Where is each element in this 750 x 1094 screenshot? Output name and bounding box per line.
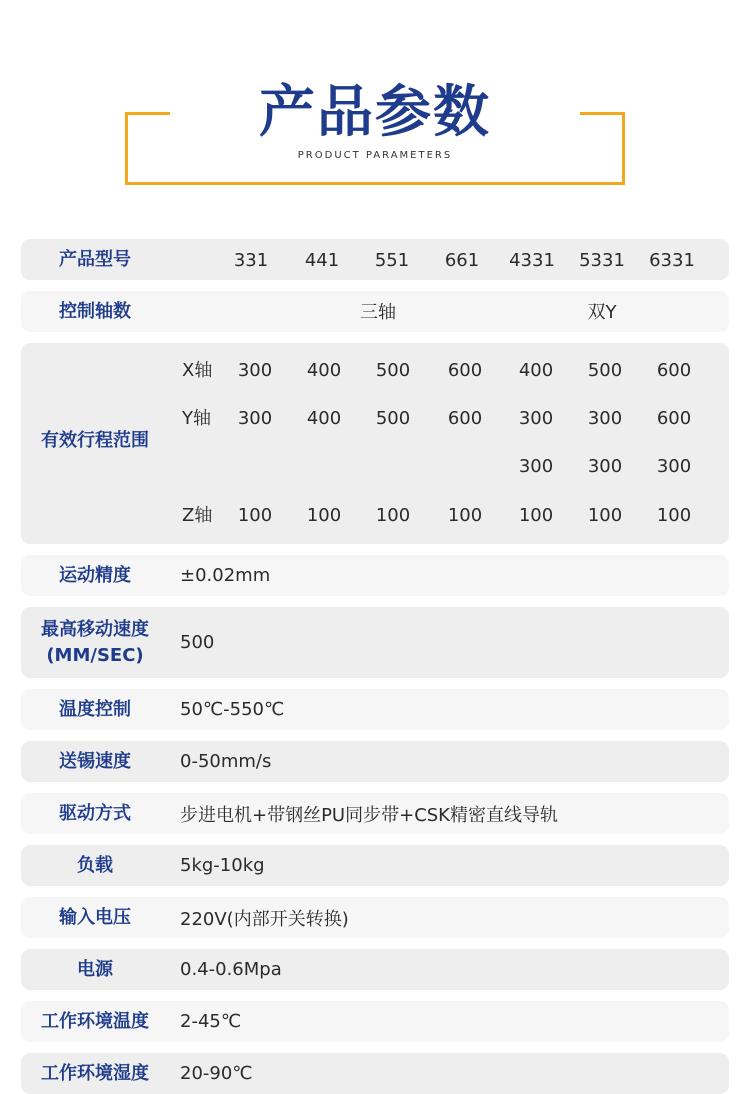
model-cell: 4331 xyxy=(509,250,555,271)
spec-value: 220V(内部开关转换) xyxy=(180,908,349,930)
spec-row-temperature xyxy=(21,689,729,730)
model-cell: 441 xyxy=(304,250,340,271)
spec-label: 负载 xyxy=(77,854,113,876)
spec-label: 运动精度 xyxy=(59,564,131,586)
spec-row-voltage xyxy=(21,897,729,938)
spec-value: 步进电机+带钢丝PU同步带+CSK精密直线导轨 xyxy=(180,804,558,826)
spec-label: 输入电压 xyxy=(59,906,131,928)
spec-value: 5kg-10kg xyxy=(180,855,265,876)
spec-value: 0-50mm/s xyxy=(180,751,272,772)
spec-row-power xyxy=(21,949,729,990)
y-value: 300 xyxy=(587,408,623,429)
spec-label: 工作环境湿度 xyxy=(41,1062,149,1084)
spec-label: 电源 xyxy=(77,958,113,980)
x-value: 400 xyxy=(518,360,554,381)
spec-label: 送锡速度 xyxy=(59,750,131,772)
model-cell: 5331 xyxy=(579,250,625,271)
spec-row-load xyxy=(21,845,729,886)
z-value: 100 xyxy=(447,505,483,526)
y-axis-label: Y轴 xyxy=(182,408,211,429)
model-cell: 331 xyxy=(233,250,269,271)
spec-row-drive xyxy=(21,793,729,834)
spec-row-env-temp xyxy=(21,1001,729,1042)
spec-row-env-humidity xyxy=(21,1053,729,1094)
z-value: 100 xyxy=(306,505,342,526)
model-row xyxy=(21,239,729,280)
spec-label-line2: (MM/SEC) xyxy=(46,644,144,666)
axis-row xyxy=(21,291,729,332)
x-value: 600 xyxy=(656,360,692,381)
x-value: 500 xyxy=(587,360,623,381)
y2-value: 300 xyxy=(518,456,554,477)
spec-value: 50℃-550℃ xyxy=(180,699,285,720)
z-value: 100 xyxy=(587,505,623,526)
x-value: 500 xyxy=(375,360,411,381)
z-value: 100 xyxy=(375,505,411,526)
spec-value: 20-90℃ xyxy=(180,1063,253,1084)
spec-row-accuracy xyxy=(21,555,729,596)
spec-value: ±0.02mm xyxy=(180,565,271,586)
y-value: 500 xyxy=(375,408,411,429)
spec-label: 驱动方式 xyxy=(59,802,131,824)
spec-value: 0.4-0.6Mpa xyxy=(180,959,282,980)
travel-label: 有效行程范围 xyxy=(41,430,149,451)
model-label: 产品型号 xyxy=(59,248,131,270)
spec-label: 工作环境温度 xyxy=(41,1010,149,1032)
y-value: 300 xyxy=(237,408,273,429)
axis-value: 双Y xyxy=(587,302,617,323)
spec-label-line1: 最高移动速度 xyxy=(41,618,149,640)
axis-label: 控制轴数 xyxy=(59,300,131,322)
y2-value: 300 xyxy=(656,456,692,477)
header xyxy=(0,0,750,200)
y-value: 400 xyxy=(306,408,342,429)
spec-label: 温度控制 xyxy=(59,698,131,720)
model-cell: 661 xyxy=(444,250,480,271)
model-cell: 6331 xyxy=(649,250,695,271)
z-value: 100 xyxy=(656,505,692,526)
page-title: 产品参数 xyxy=(259,80,491,145)
spec-value: 500 xyxy=(180,632,215,653)
spec-label xyxy=(21,607,169,678)
z-value: 100 xyxy=(237,505,273,526)
spec-row-max-speed xyxy=(21,607,729,678)
y-value: 600 xyxy=(656,408,692,429)
x-axis-label: X轴 xyxy=(182,360,213,381)
x-value: 300 xyxy=(237,360,273,381)
page-subtitle: PRODUCT PARAMETERS xyxy=(297,150,453,161)
model-cell: 551 xyxy=(374,250,410,271)
x-value: 400 xyxy=(306,360,342,381)
y-value: 300 xyxy=(518,408,554,429)
travel-block xyxy=(21,343,729,544)
z-value: 100 xyxy=(518,505,554,526)
spec-row-tin-speed xyxy=(21,741,729,782)
x-value: 600 xyxy=(447,360,483,381)
y-value: 600 xyxy=(447,408,483,429)
z-axis-label: Z轴 xyxy=(182,505,213,526)
spec-value: 2-45℃ xyxy=(180,1011,242,1032)
axis-value: 三轴 xyxy=(360,302,396,323)
y2-value: 300 xyxy=(587,456,623,477)
frame-bottom xyxy=(125,182,625,185)
